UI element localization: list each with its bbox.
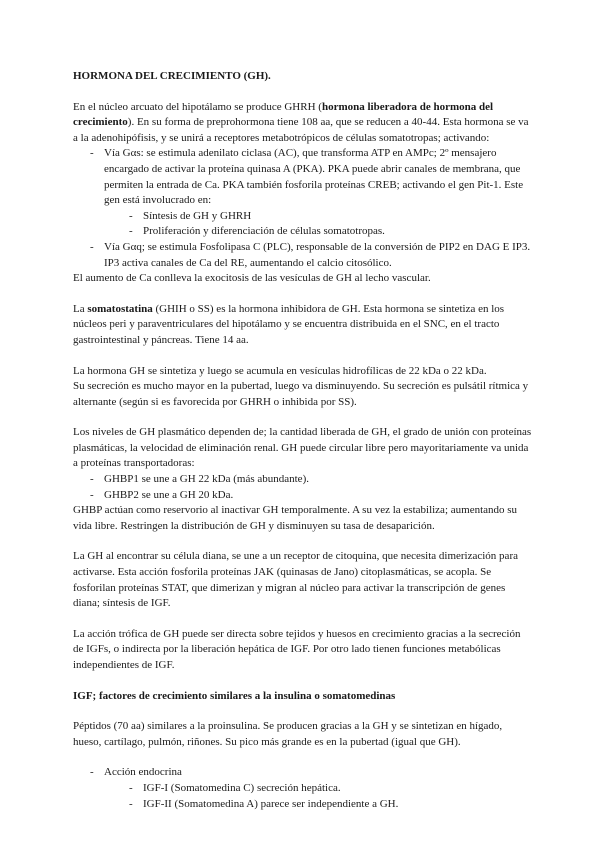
somatostatina-term: somatostatina — [87, 302, 153, 315]
list-subitem: - IGF-II (Somatomedina A) parece ser independiente a GH. — [129, 797, 399, 810]
paragraph: Su secreción es mucho mayor en la pubertad, luego va disminuyendo. Su secreción es pulsátil rítmica y alternante (según si es favorecida por GHRH o inhibida por SS). — [73, 380, 529, 408]
section-gh-synthesis — [73, 364, 533, 411]
section-gh-trophic: La acción trófica de GH puede ser directa sobre tejidos y huesos en crecimiento gracias a la secreción de IGFs, o indirecta por la liberación hepática de IGF. Por otro lado tienen funciones metabólicas independientes de IGF. — [73, 627, 521, 671]
list-subitem: - Proliferación y diferenciación de células somatotropas. — [129, 225, 385, 238]
list-subitem: - IGF-I (Somatomedina C) secreción hepática. — [129, 781, 341, 794]
list-item: - GHBP1 se une a GH 22 kDa (más abundante). — [90, 473, 309, 486]
paragraph: GHBP actúan como reservorio al inactivar GH temporalmente. A su vez la estabiliza; aumentando su vida libre. Restringen la distribución de GH y disminuyen su tasa de desaparición. — [73, 504, 518, 532]
document-body — [73, 69, 533, 812]
paragraph: Los niveles de GH plasmático dependen de; la cantidad liberada de GH, el grado de unión con proteínas plasmáticas, la velocidad de eliminación renal. GH puede circular libre pero mayoritariamente va unida a proteínas transportadoras: — [73, 426, 532, 470]
section-gh-receptor: La GH al encontrar su célula diana, se une a un receptor de citoquina, que necesita dimerización para activarse. Esta acción fosforila proteínas JAK (quinasas de Jano) citoplasmáticas, se acopla. Se fosforilan proteínas STAT, que dimerizan y migran al núcleo para activar la transcripción de genes diana; síntesis de IGF. — [73, 550, 518, 610]
igf-heading: IGF; factores de crecimiento similares a la insulina o somatomedinas — [73, 689, 396, 702]
ghbp-list — [73, 472, 533, 503]
list-item: - GHBP2 se une a GH 20 kDa. — [90, 488, 234, 501]
section-gh-plasma — [73, 425, 533, 534]
paragraph: La hormona GH se sintetiza y luego se acumula en vesículas hidrofílicas de 22 kDa o 22 kDa. — [73, 364, 487, 377]
ghrh-pathway-list — [73, 146, 533, 271]
list-item: - Vía Gαs: se estimula adenilato ciclasa (AC), que transforma ATP en AMPc; 2º mensajero encargado de activar la proteína quinasa A (PKA). PKA puede abrir canales de membrana, que permiten la entrada de Ca. PKA también fosforila proteínas CREB; activando el gen Pit-1. Este gen está involucrado en: — [90, 147, 524, 207]
section-somatostatina: La somatostatina (GHIH o SS) es la hormona inhibidora de GH. Esta hormona se sintetiza en los núcleos peri y paraventriculares del hipotálamo y se encuentra distribuida en el SNC, en el tracto gastrointestinal y páncreas. Tiene 14 aa. — [73, 302, 505, 346]
igf-paragraph: Péptidos (70 aa) similares a la proinsulina. Se producen gracias a la GH y se sintetizan en hígado, hueso, cartílago, pulmón, riñones. Su pico más grande es en la pubertad (igual que GH). — [73, 720, 503, 748]
igf-list — [73, 765, 533, 812]
ghrh-intro: En el núcleo arcuato del hipotálamo se produce GHRH (hormona liberadora de hormona del crecimiento). En su forma de preprohormona tiene 108 aa, que se reducen a 40-44. Esta hormona se va a la adenohipófisis, y se unirá a receptores metabotrópicos de células somatotropas; activando: — [73, 100, 529, 144]
document-title: HORMONA DEL CRECIMIENTO (GH). — [73, 70, 271, 82]
ghrh-closing: El aumento de Ca conlleva la exocitosis de las vesículas de GH al lecho vascular. — [73, 272, 431, 285]
list-item: - Acción endocrina — [90, 766, 182, 779]
ghrh-bold-term: hormona liberadora de hormona del crecimiento — [73, 100, 494, 129]
list-item: - Vía Gαq; se estimula Fosfolipasa C (PLC), responsable de la conversión de PIP2 en DAG E IP3. IP3 activa canales de Ca del RE, aumentando el calcio citosólico. — [90, 240, 531, 269]
section-ghrh — [73, 100, 533, 287]
list-subitem: - Síntesis de GH y GHRH — [129, 209, 252, 222]
